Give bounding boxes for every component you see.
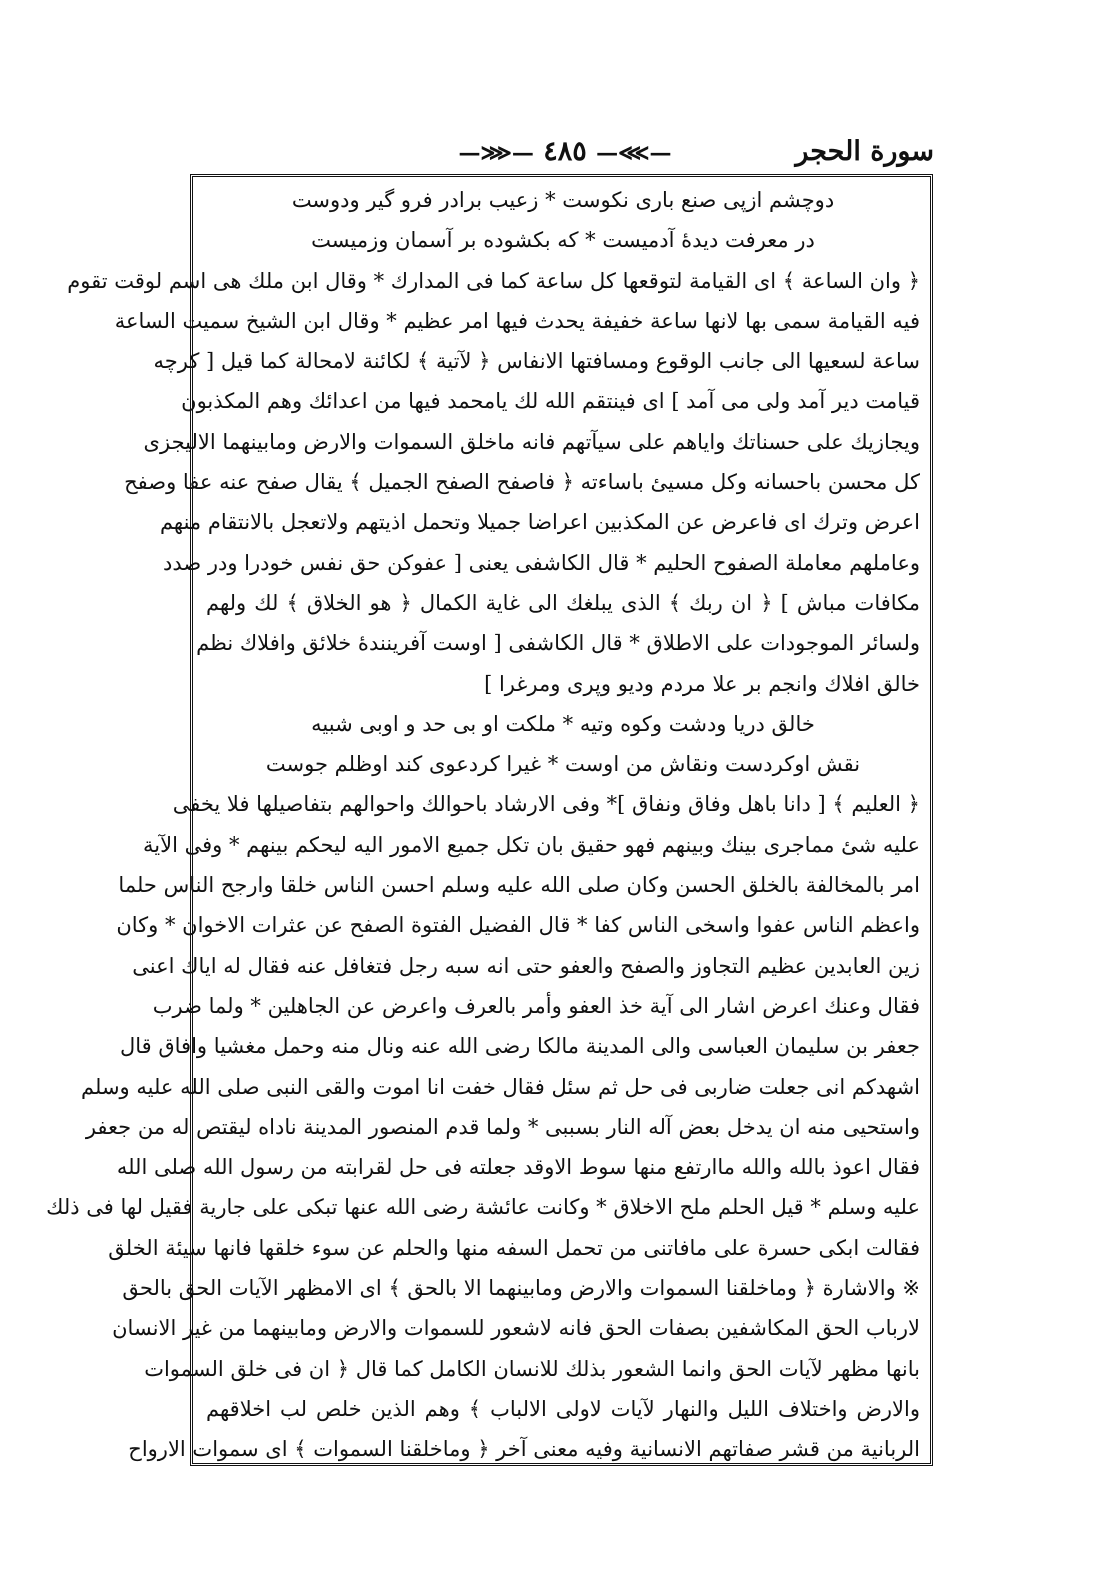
surah-title: سورة الحجر (795, 136, 934, 167)
page-body (46, 180, 920, 1470)
page-number: ٤٨٥ (543, 136, 587, 167)
verse-line-1: دوچشم ازپی صنع باری نکوست * زعیب برادر فرو گیر ودوست (291, 188, 835, 212)
text-line: فيه القيامة سمى بها لانها ساعة خفيفة يحدث فيها امر عظيم * وقال ابن الشيخ سميت الساعة (114, 308, 920, 333)
text-line: ※ والاشارة ﴿ وماخلقنا السموات والارض ومابينهما الا بالحق ﴾ اى الامظهر الآيات الحق بالحق (122, 1276, 920, 1301)
text-line: بانها مظهر لآيات الحق وانما الشعور بذلك للانسان الكامل كما قال ﴿ ان فى خلق السموات (144, 1356, 920, 1381)
text-line: امر بالمخالفة بالخلق الحسن وكان صلى الله عليه وسلم احسن الناس خلقا وارجح الناس حلما (118, 873, 920, 898)
text-line: واعظم الناس عفوا واسخى الناس كفا * قال الفضيل الفتوة الصفح عن عثرات الاخوان * وكان (116, 913, 920, 938)
text-line: الربانية من قشر صفاتهم الانسانية وفيه معنى آخر ﴿ وماخلقنا السموات ﴾ اى سموات الارواح (128, 1437, 920, 1462)
verse-line-2: در معرفت دیدهٔ آدمیست * که بکشوده بر آسمان وزمیست (311, 228, 815, 253)
text-line: ويجازيك على حسناتك واياهم على سيآتهم فانه ماخلق السموات والارض ومابينهما الاليجزى (143, 429, 920, 454)
text-line: ﴿ العليم ﴾ [ دانا باهل وفاق ونفاق ]* وفى الارشاد باحوالك واحوالهم بتفاصيلها فلا يخفى (172, 792, 920, 817)
page-header (196, 136, 934, 172)
text-line: عليه شئ مماجرى بينك وبينهم فهو حقيق بان تكل جميع الامور اليه ليحكم بينهم * وفى الآية (143, 832, 920, 857)
text-line: جعفر بن سليمان العباسى والى المدينة مالكا رضى الله عنه ونال منه وحمل مغشيا وافاق قال (119, 1034, 920, 1059)
text-line: والارض واختلاف الليل والنهار لآيات لاولى الالباب ﴾ وهم الذين خلص لب اخلاقهم (206, 1396, 920, 1421)
text-line: واستحيى منه ان يدخل بعض آله النار بسببى * ولما قدم المنصور المدينة ناداه ليقتص له من جعفر (85, 1114, 920, 1139)
ornament-right: —⋘— (596, 140, 672, 166)
text-line: فقال وعنك اعرض اشار الى آية خذ العفو وأمر بالعرف واعرض عن الجاهلين * ولما ضرب (152, 993, 920, 1018)
text-line: ساعة لسعيها الى جانب الوقوع ومسافتها الانفاس ﴿ لآتية ﴾ لكائنة لامحالة كما قيل [ كرچه (153, 349, 920, 374)
text-line-short: خالق افلاك وانجم بر علا مردم وديو وپرى ومرغرا ] (484, 671, 920, 696)
page-number-group (459, 136, 672, 167)
text-line: قيامت دير آمد ولى مى آمد ] اى فينتقم الله لك يامحمد فيها من اعدائك وهم المكذبون (181, 389, 920, 414)
text-line: لارباب الحق المكاشفين بصفات الحق فانه لاشعور للسموات والارض ومابينهما من غير الانسان (112, 1316, 920, 1341)
text-line: ﴿ وان الساعة ﴾ ای القيامة لتوقعها كل ساعة كما فى المدارك * وقال ابن ملك هى اسم لوقت تقوم (67, 268, 920, 293)
text-line: مكافات مباش ] ﴿ ان ربك ﴾ الذى يبلغك الى غاية الكمال ﴿ هو الخلاق ﴾ لك ولهم (206, 590, 920, 615)
text-line: فقالت ابكى حسرة على مافاتنى من تحمل السفه منها والحلم عن سوء خلقها فانها سيئة الخلق (108, 1235, 920, 1260)
ornament-left: —⋙— (458, 140, 534, 166)
text-line: ولسائر الموجودات على الاطلاق * قال الكاشفى [ اوست آفرينندهٔ خلائق وافلاك نظم (196, 631, 920, 656)
text-line: فقال اعوذ بالله والله ماارتفع منها سوط الاوقد جعلته فى حل لقرابته من رسول الله صلى الله (116, 1155, 920, 1180)
text-line: عليه وسلم * قيل الحلم ملح الاخلاق * وكانت عائشة رضى الله عنها تبكى على جارية فقيل لها فى ذلك (46, 1195, 920, 1220)
verse-line-3: خالق دريا ودشت وكوه وتيه * ملكت او بى حد و اوبى شبيه (311, 711, 815, 736)
text-line: زين العابدين عظيم التجاوز والصفح والعفو حتى انه سبه رجل فتغافل عنه فقال له اياك اعنى (132, 953, 920, 978)
text-line: اشهدكم انى جعلت ضاربى فى حل ثم سئل فقال خفت انا اموت والقى النبى صلى الله عليه وسلم (81, 1074, 920, 1099)
text-line: وعاملهم معاملة الصفوح الحليم * قال الكاشفى يعنى [ عفوكن حق نفس خودرا ودر صدد (162, 550, 920, 575)
text-line: اعرض وترك اى فاعرض عن المكذبين اعراضا جميلا وتحمل اذيتهم ولاتعجل بالانتقام منهم (159, 510, 920, 535)
text-line: كل محسن باحسانه وكل مسيئ باساءته ﴿ فاصفح الصفح الجميل ﴾ يقال صفح عنه عفا وصفح (124, 470, 920, 495)
verse-line-4: نقش اوكردست ونقاش من اوست * غيرا كردعوى كند اوظلم جوست (265, 752, 861, 777)
